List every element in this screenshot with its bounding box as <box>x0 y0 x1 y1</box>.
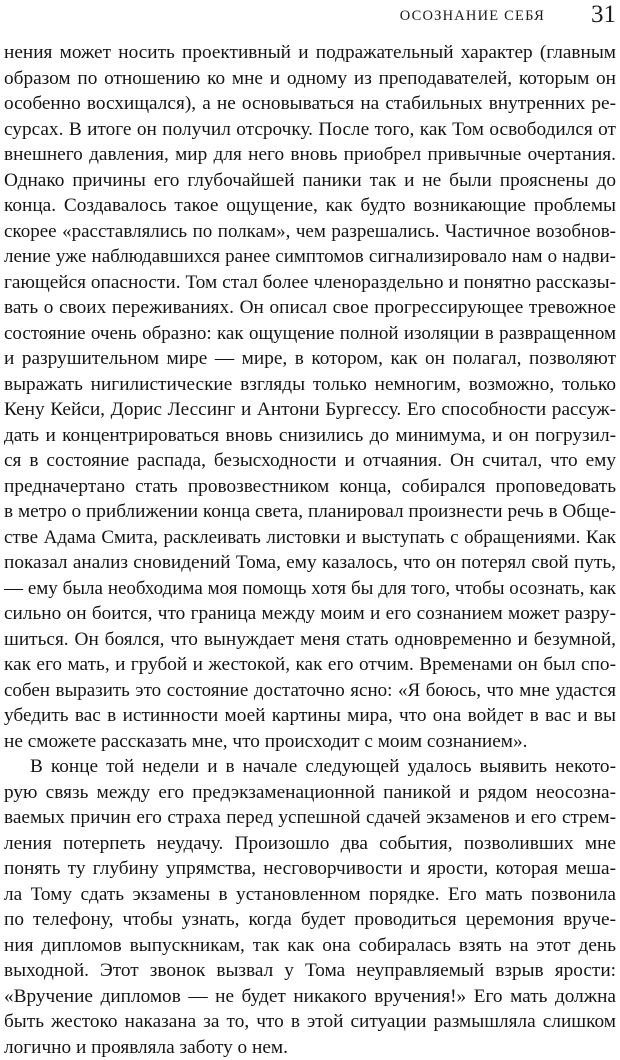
text-line: особенно восхищался), а не основываться на стабильных внутренних ре- <box>4 91 616 117</box>
text-line: Однако причины его глубочайшей паники так и не были прояснены до <box>4 168 616 194</box>
text-line: по телефону, чтобы узнать, когда будет проводиться церемония вруче- <box>4 907 616 933</box>
text-line: конца. Создавалось такое ощущение, как будто возникающие проблемы <box>4 193 616 219</box>
text-line: дать и концентрироваться вновь снизились до минимума, и он погрузил- <box>4 423 616 449</box>
text-line: сильно он боится, что граница между моим и его сознанием может разру- <box>4 601 616 627</box>
body-text <box>4 40 616 1060</box>
text-line: «Вручение дипломов — не будет никакого вручения!» Его мать должна <box>4 984 616 1010</box>
running-head <box>0 0 620 34</box>
text-line: стве Адама Смита, расклеивать листовки и выступать с обращениями. Как <box>4 525 616 551</box>
text-line: В конце той недели и в начале следующей удалось выявить некото- <box>4 754 616 780</box>
text-line: предначертано стать провозвестником конца, собирался проповедовать <box>4 474 616 500</box>
text-line: ление уже наблюдавшихся ранее симптомов сигнализировало нам о надви- <box>4 244 616 270</box>
text-line: — ему была необходима моя помощь хотя бы для того, чтобы осознать, как <box>4 576 616 602</box>
text-line: логично и проявляла заботу о нем. <box>4 1035 616 1060</box>
text-line: понять ту глубину упрямства, несговорчивости и ярости, которая меша- <box>4 856 616 882</box>
text-line: Кену Кейси, Дорис Лессинг и Антони Бургессу. Его способности рассуж- <box>4 397 616 423</box>
text-line: быть жестоко наказана за то, что в этой ситуации размышляла слишком <box>4 1009 616 1035</box>
text-line: показал анализ сновидений Тома, ему казалось, что он потерял свой путь, <box>4 550 616 576</box>
text-line: выражать нигилистические взгляды только немногим, возможно, только <box>4 372 616 398</box>
text-line: не сможете рассказать мне, что происходит с моим сознанием». <box>4 729 616 755</box>
text-line: ся в состояние распада, безысходности и отчаяния. Он считал, что ему <box>4 448 616 474</box>
text-line: шиться. Он боялся, что вынуждает меня стать одновременно и безумной, <box>4 627 616 653</box>
text-line: убедить вас в истинности моей картины мира, что она войдет в вас и вы <box>4 703 616 729</box>
page-number: 31 <box>591 0 616 30</box>
text-line: собен выразить это состояние достаточно ясно: «Я боюсь, что мне удастся <box>4 678 616 704</box>
text-line: состояние очень образно: как ощущение полной изоляции в развращенном <box>4 321 616 347</box>
text-line: выходной. Этот звонок вызвал у Тома неуправляемый взрыв ярости: <box>4 958 616 984</box>
text-line: сурсах. В итоге он получил отсрочку. После того, как Том освободился от <box>4 117 616 143</box>
text-line: и разрушительном мире — мире, в котором, как он полагал, позволяют <box>4 346 616 372</box>
text-line: ваемых причин его страха перед успешной сдачей экзаменов и его стрем- <box>4 805 616 831</box>
text-line: рую связь между его предэкзаменационной паникой и рядом неосозна- <box>4 780 616 806</box>
text-line: как его мать, и грубой и жестокой, как его отчим. Временами он был спо- <box>4 652 616 678</box>
text-line: внешнего давления, мир для него вновь приобрел привычные очертания. <box>4 142 616 168</box>
text-line: скорее «расставлялись по полкам», чем разрешались. Частичное возобнов- <box>4 219 616 245</box>
text-line: вать о своих переживаниях. Он описал свое прогрессирующее тревожное <box>4 295 616 321</box>
text-line: ла Тому сдать экзамены в установленном порядке. Его мать позвонила <box>4 882 616 908</box>
text-line: образом по отношению ко мне и одному из преподавателей, которым он <box>4 66 616 92</box>
text-line: нения может носить проективный и подражательный характер (главным <box>4 40 616 66</box>
text-line: ния дипломов выпускникам, так как она собиралась взять на этот день <box>4 933 616 959</box>
text-line: ления потерпеть неудачу. Произошло два события, позволивших мне <box>4 831 616 857</box>
text-line: в метро о приближении конца света, планировал произнести речь в Обще- <box>4 499 616 525</box>
text-line: гающейся опасности. Том стал более членораздельно и понятно рассказы- <box>4 270 616 296</box>
running-title: ОСОЗНАНИЕ СЕБЯ <box>400 8 545 25</box>
